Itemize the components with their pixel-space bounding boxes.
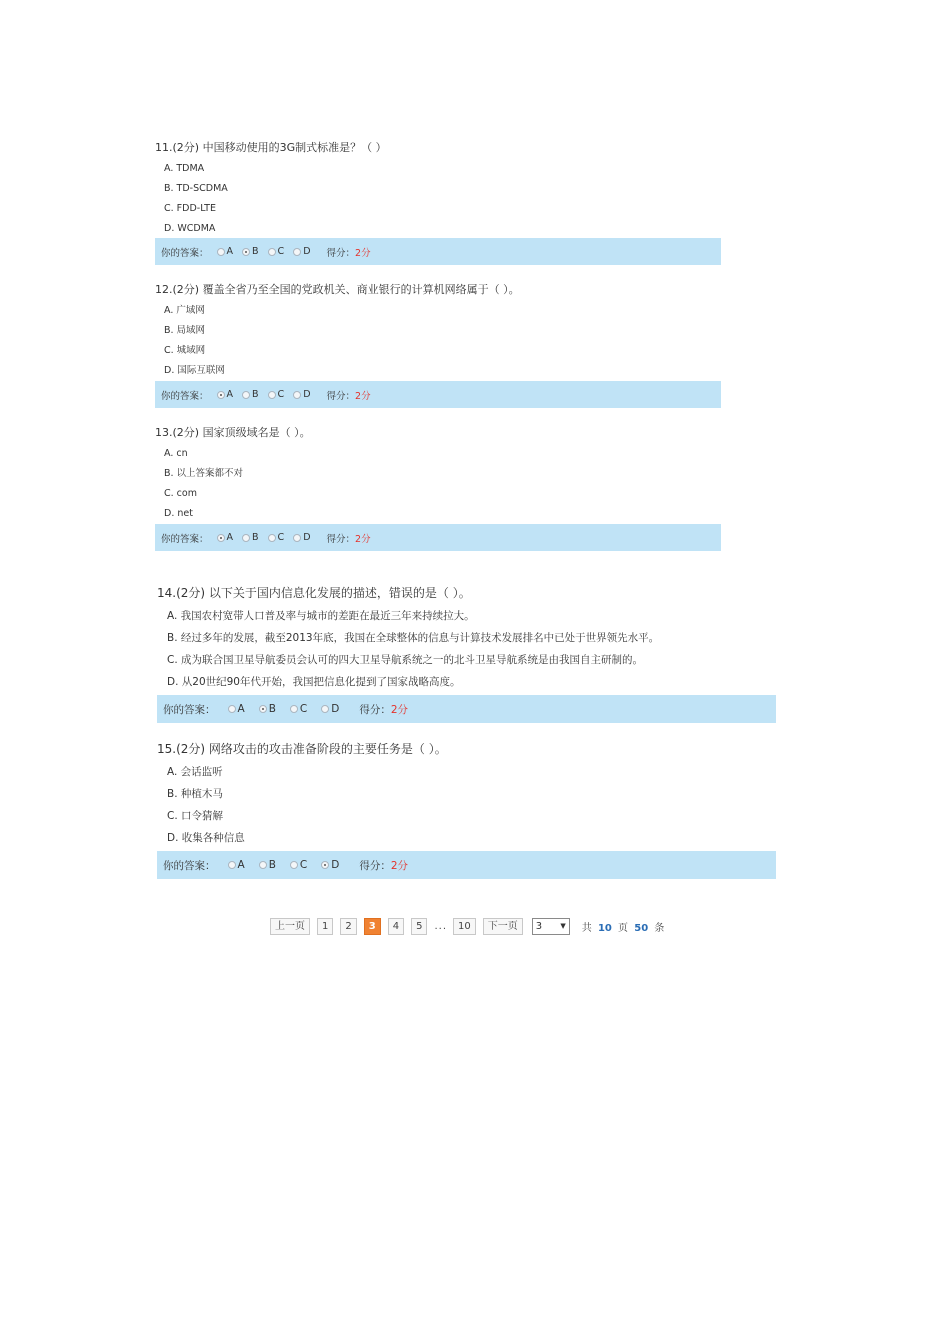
option-c: C. 城域网 xyxy=(164,345,206,356)
score-value: 2分 xyxy=(355,533,371,545)
radio-label: B xyxy=(268,703,276,715)
total-prefix: 共 xyxy=(581,922,592,934)
radio-option-b[interactable] xyxy=(259,703,276,715)
radio-button[interactable] xyxy=(290,861,298,869)
score-label: 得分： xyxy=(326,533,356,545)
radio-option-b[interactable] xyxy=(259,859,276,871)
radio-button[interactable] xyxy=(268,534,276,542)
radio-label: D xyxy=(331,859,340,871)
radio-option-d[interactable] xyxy=(293,246,310,257)
radio-button[interactable] xyxy=(228,861,236,869)
score-value: 2分 xyxy=(355,390,371,402)
pages-unit: 页 xyxy=(618,922,629,934)
question-title: 13.(2分) 国家顶级域名是（ ）。 xyxy=(155,426,311,439)
radio-label: A xyxy=(226,532,234,543)
radio-option-c[interactable] xyxy=(268,389,285,400)
answer-label: 你的答案： xyxy=(161,247,209,259)
radio-option-b[interactable] xyxy=(242,246,259,257)
radio-label: C xyxy=(277,246,285,257)
radio-label: C xyxy=(299,859,308,871)
radio-option-b[interactable] xyxy=(242,389,259,400)
radio-option-c[interactable] xyxy=(268,246,285,257)
score-value: 2分 xyxy=(390,703,409,716)
total-pages: 10 xyxy=(597,922,612,934)
radio-label: D xyxy=(303,246,311,257)
question-14 xyxy=(157,583,776,716)
chevron-down-icon: ▼ xyxy=(560,921,566,930)
radio-option-c[interactable] xyxy=(268,532,285,543)
radio-label: C xyxy=(299,703,308,715)
radio-option-b[interactable] xyxy=(242,532,259,543)
answer-bar xyxy=(155,524,721,551)
option-c: C. FDD-LTE xyxy=(164,203,216,214)
radio-option-d[interactable] xyxy=(321,859,339,871)
radio-label: B xyxy=(252,246,259,257)
score-value: 2分 xyxy=(390,859,409,872)
radio-button[interactable] xyxy=(242,391,250,399)
radio-button[interactable] xyxy=(293,248,301,256)
pagination-total xyxy=(582,919,665,934)
question-13 xyxy=(155,424,721,545)
option-b: B. 局域网 xyxy=(164,325,206,336)
radio-option-c[interactable] xyxy=(290,703,307,715)
radio-label: A xyxy=(226,389,234,400)
option-b: B. 经过多年的发展，截至2013年底，我国在全球整体的信息与计算技术发展排名中已处于世界领先水平。 xyxy=(167,632,660,644)
radio-label: D xyxy=(303,532,311,543)
option-b: B. 以上答案都不对 xyxy=(164,468,244,479)
total-items: 50 xyxy=(634,922,649,934)
answer-bar xyxy=(157,851,776,879)
page-button-5[interactable]: 5 xyxy=(411,918,427,935)
radio-button[interactable] xyxy=(228,705,236,713)
option-d: D. 国际互联网 xyxy=(164,365,225,376)
option-c: C. 口令猜解 xyxy=(167,810,224,822)
option-c: C. com xyxy=(164,488,197,499)
radio-option-a[interactable] xyxy=(228,859,245,871)
question-11 xyxy=(155,139,721,259)
page-button-4[interactable]: 4 xyxy=(388,918,404,935)
answer-label: 你的答案： xyxy=(161,533,209,545)
score-label: 得分： xyxy=(359,859,391,872)
score-label: 得分： xyxy=(359,703,391,716)
radio-label: B xyxy=(252,389,259,400)
radio-button-selected[interactable] xyxy=(217,534,225,542)
page-button-last[interactable]: 10 xyxy=(453,918,476,935)
radio-option-d[interactable] xyxy=(293,389,310,400)
radio-label: A xyxy=(237,703,245,715)
answer-label: 你的答案： xyxy=(163,703,216,716)
radio-label: D xyxy=(303,389,311,400)
radio-option-a[interactable] xyxy=(228,703,245,715)
answer-label: 你的答案： xyxy=(163,859,216,872)
radio-button[interactable] xyxy=(293,391,301,399)
radio-button-selected[interactable] xyxy=(259,705,267,713)
option-b: B. TD-SCDMA xyxy=(164,183,228,194)
option-a: A. cn xyxy=(164,448,188,459)
radio-label: C xyxy=(277,532,285,543)
option-a: A. TDMA xyxy=(164,163,205,174)
radio-button[interactable] xyxy=(290,705,298,713)
radio-label: B xyxy=(252,532,259,543)
option-c: C. 成为联合国卫星导航委员会认可的四大卫星导航系统之一的北斗卫星导航系统是由我国自主研制的。 xyxy=(167,654,644,666)
page-select-value: 3 xyxy=(535,920,543,932)
next-page-button[interactable]: 下一页 xyxy=(483,918,523,935)
radio-button-selected[interactable] xyxy=(321,861,329,869)
page-button-2[interactable]: 2 xyxy=(340,918,356,935)
radio-button-selected[interactable] xyxy=(217,391,225,399)
option-d: D. net xyxy=(164,508,193,519)
option-a: A. 会话监听 xyxy=(167,766,223,778)
question-title: 14.(2分) 以下关于国内信息化发展的描述，错误的是（ ）。 xyxy=(157,586,471,600)
answer-bar xyxy=(155,381,721,408)
radio-option-d[interactable] xyxy=(293,532,310,543)
prev-page-button[interactable]: 上一页 xyxy=(270,918,310,935)
option-d: D. WCDMA xyxy=(164,223,216,234)
radio-button[interactable] xyxy=(242,534,250,542)
option-d: D. 从20世纪90年代开始，我国把信息化提到了国家战略高度。 xyxy=(167,676,461,688)
score-value: 2分 xyxy=(355,247,371,259)
page-select[interactable] xyxy=(532,918,570,935)
pagination xyxy=(270,916,664,936)
radio-button[interactable] xyxy=(321,705,329,713)
radio-option-c[interactable] xyxy=(290,859,307,871)
question-15 xyxy=(157,739,776,872)
question-title: 11.(2分) 中国移动使用的3G制式标准是？（ ） xyxy=(155,141,387,154)
option-b: B. 种植木马 xyxy=(167,788,223,800)
radio-button[interactable] xyxy=(268,391,276,399)
answer-label: 你的答案： xyxy=(161,390,209,402)
radio-option-a[interactable] xyxy=(217,532,234,543)
question-title: 12.(2分) 覆盖全省乃至全国的党政机关、商业银行的计算机网络属于（ ）。 xyxy=(155,283,520,296)
answer-bar xyxy=(157,695,776,723)
question-title: 15.(2分) 网络攻击的攻击准备阶段的主要任务是（ ）。 xyxy=(157,742,447,756)
items-unit: 条 xyxy=(654,922,665,934)
radio-option-a[interactable] xyxy=(217,246,234,257)
radio-button-selected[interactable] xyxy=(242,248,250,256)
radio-button[interactable] xyxy=(259,861,267,869)
radio-label: D xyxy=(331,703,340,715)
page-ellipsis: ... xyxy=(434,920,448,932)
question-12 xyxy=(155,281,721,402)
option-a: A. 广域网 xyxy=(164,305,205,316)
radio-option-a[interactable] xyxy=(217,389,234,400)
radio-button[interactable] xyxy=(293,534,301,542)
score-label: 得分： xyxy=(326,390,356,402)
radio-button[interactable] xyxy=(217,248,225,256)
radio-option-d[interactable] xyxy=(321,703,339,715)
radio-label: A xyxy=(237,859,245,871)
page-button-current[interactable]: 3 xyxy=(364,918,381,935)
radio-label: C xyxy=(277,389,285,400)
score-label: 得分： xyxy=(326,247,356,259)
page-button-1[interactable]: 1 xyxy=(317,918,333,935)
answer-bar xyxy=(155,238,721,265)
option-d: D. 收集各种信息 xyxy=(167,832,245,844)
option-a: A. 我国农村宽带人口普及率与城市的差距在最近三年来持续拉大。 xyxy=(167,610,475,622)
radio-label: B xyxy=(268,859,276,871)
radio-button[interactable] xyxy=(268,248,276,256)
radio-label: A xyxy=(226,246,234,257)
